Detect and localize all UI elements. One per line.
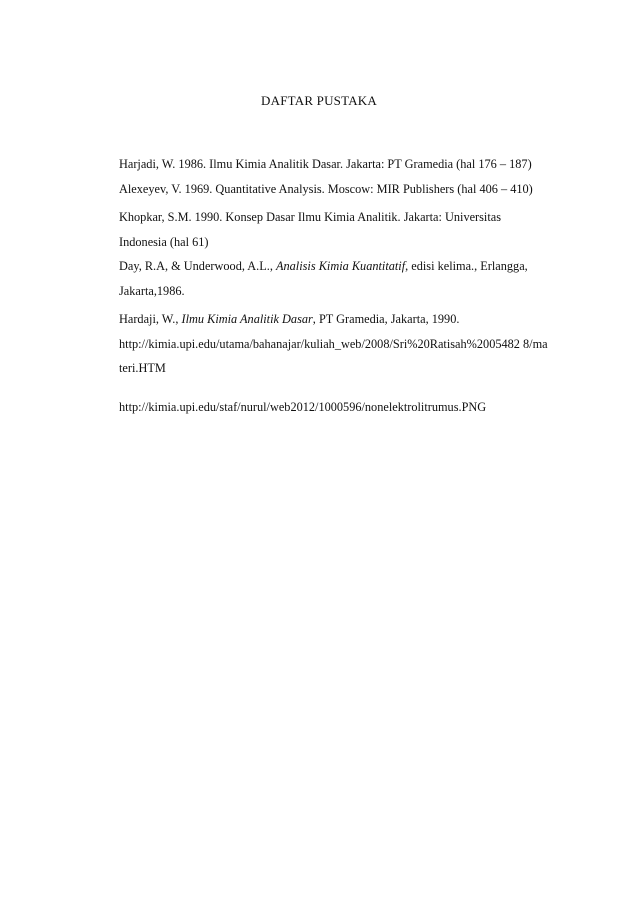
reference-hardaji-details: , PT Gramedia, Jakarta, 1990.	[312, 312, 460, 326]
reference-harjadi: Harjadi, W. 1986. Ilmu Kimia Analitik Dasar. Jakarta: PT Gramedia (hal 176 – 187)	[119, 157, 532, 171]
reference-hardaji-authors: Hardaji, W.,	[119, 312, 182, 326]
reference-day-underwood-title: Analisis Kimia Kuantitatif	[276, 259, 406, 273]
page-title: DAFTAR PUSTAKA	[261, 93, 377, 108]
reference-day-underwood	[119, 254, 549, 303]
reference-khopkar: Khopkar, S.M. 1990. Konsep Dasar Ilmu Kimia Analitik. Jakarta: Universitas Indonesia (hal 61)	[119, 210, 502, 249]
reference-url-rumus: http://kimia.upi.edu/staf/nurul/web2012/1000596/nonelektrolitrumus.PNG	[119, 399, 487, 414]
reference-list	[119, 152, 549, 419]
reference-alexeyev: Alexeyev, V. 1969. Quantitative Analysis. Moscow: MIR Publishers (hal 406 – 410)	[119, 181, 533, 196]
reference-hardaji-title: Ilmu Kimia Analitik Dasar	[181, 312, 313, 326]
reference-hardaji	[119, 307, 549, 332]
reference-day-underwood-authors: Day, R.A, & Underwood, A.L.,	[119, 259, 276, 273]
reference-url-materi: http://kimia.upi.edu/utama/bahanajar/kuliah_web/2008/Sri%20Ratisah%2005482 8/materi.HTM	[119, 336, 548, 375]
reference-day-underwood-details: , edisi kelima., Erlangga, Jakarta,1986.	[119, 259, 528, 298]
